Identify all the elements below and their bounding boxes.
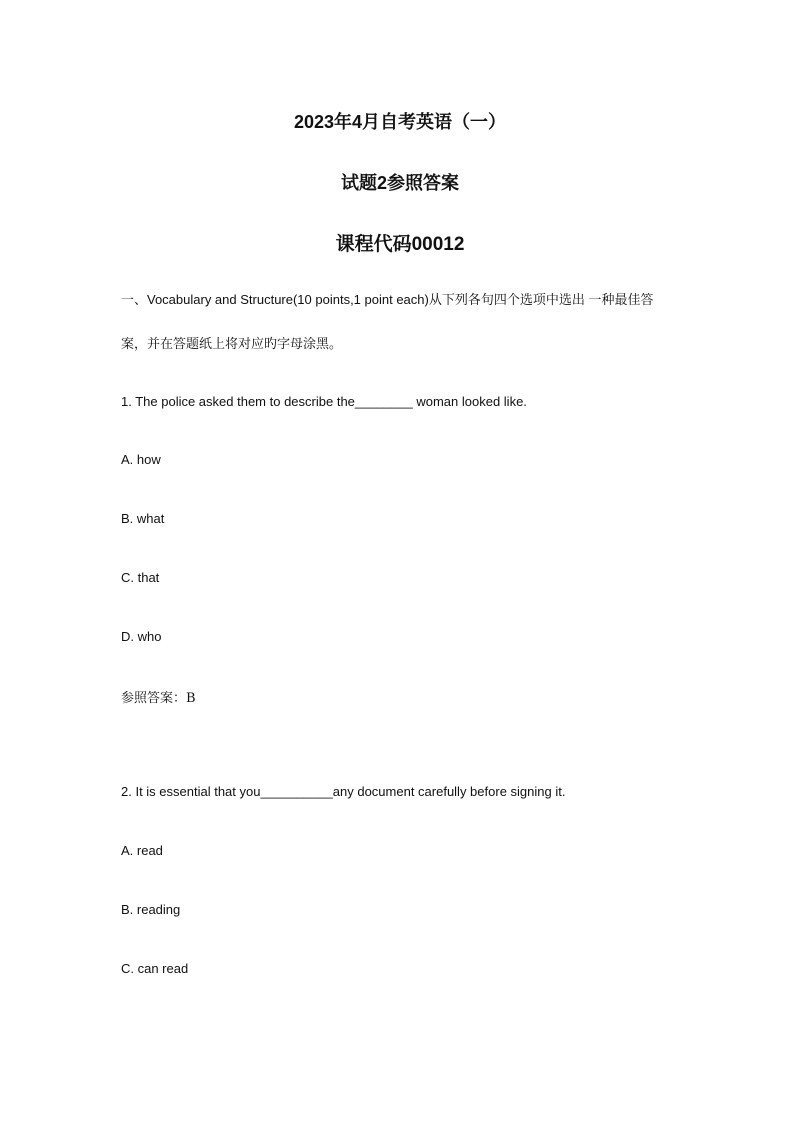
question-1-stem: 1. The police asked them to describe the________ woman looked like.	[121, 394, 527, 409]
course-code: 课程代码00012	[335, 234, 465, 255]
document-title: 2023年4月自考英语（一）	[293, 112, 507, 132]
question-1-option-d: D. who	[121, 629, 162, 644]
document-subtitle: 试题2参照答案	[340, 173, 459, 193]
section-intro-line-2: 案，并在答题纸上将对应旳字母涂黑。	[121, 337, 343, 352]
question-1-option-c: C. that	[121, 570, 160, 585]
question-2-stem: 2. It is essential that you__________any document carefully before signing it.	[121, 784, 566, 799]
question-1-option-b: B. what	[121, 511, 165, 526]
question-1-answer: 参照答案：B	[121, 691, 196, 706]
question-1-option-a: A. how	[121, 452, 161, 467]
question-2-option-c: C. can read	[121, 961, 189, 976]
section-intro-line-1: 一、Vocabulary and Structure(10 points,1 point each)从下列各句四个选项中选出 一种最佳答	[121, 292, 654, 307]
question-2-option-a: A. read	[121, 843, 163, 858]
question-2-option-b: B. reading	[121, 902, 181, 917]
